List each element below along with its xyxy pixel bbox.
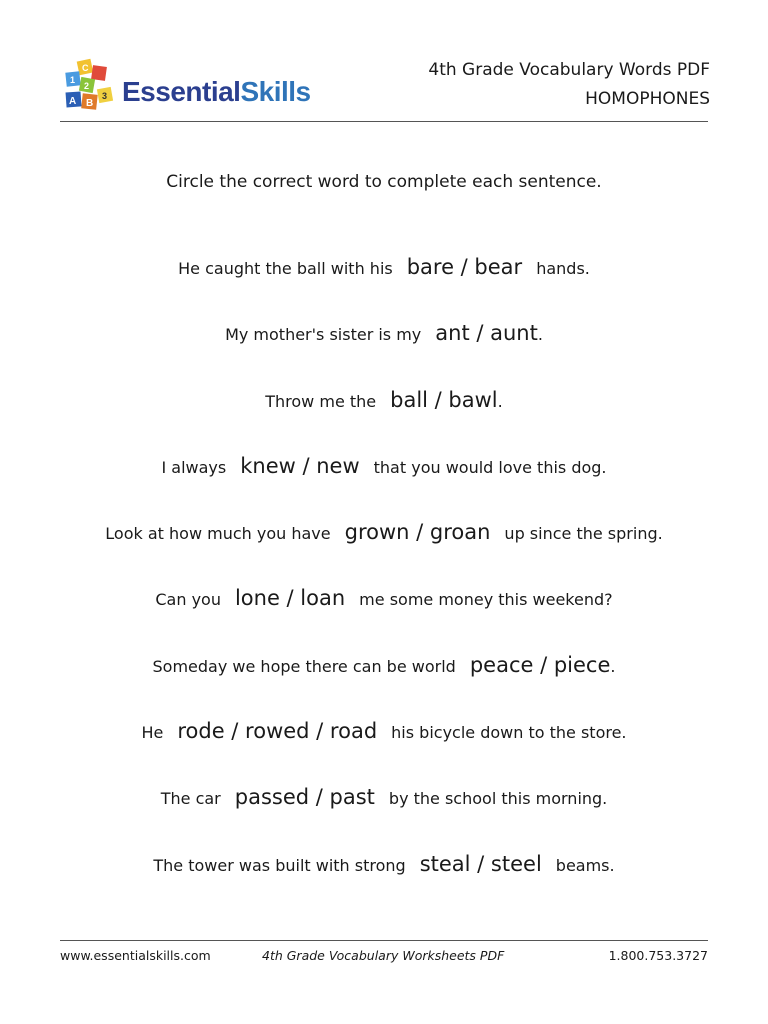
sentence-text-before: The tower was built with strong	[153, 855, 406, 875]
sentence-text-before: Can you	[155, 590, 221, 610]
sentence-text-after: his bicycle down to the store.	[391, 723, 627, 743]
sentence-text-before: The car	[160, 789, 221, 809]
word-choice[interactable]: rode / rowed / road	[177, 719, 378, 744]
word-choice[interactable]: lone / loan	[234, 586, 346, 611]
sentence-text-after: me some money this weekend?	[359, 590, 613, 610]
alphabet-blocks-icon	[62, 58, 120, 114]
header-divider	[60, 121, 708, 122]
page-subtitle: HOMOPHONES	[585, 89, 710, 109]
svg-text:A: A	[69, 96, 77, 107]
sentence-text-before: Someday we hope there can be world	[152, 656, 456, 676]
sentence-text-before: He caught the ball with his	[178, 259, 393, 278]
footer-website-link[interactable]: www.essentialskills.com	[60, 948, 211, 963]
sentence-text-after: up since the spring.	[504, 524, 663, 544]
sentence-text-after: hands.	[536, 259, 590, 278]
word-choice[interactable]: ant / aunt	[435, 321, 538, 346]
sentence-text-after: .	[497, 391, 503, 411]
sentence-4	[0, 454, 768, 520]
sentence-1	[0, 255, 768, 321]
footer-center-title: 4th Grade Vocabulary Worksheets PDF	[262, 948, 505, 963]
word-choice[interactable]: grown / groan	[344, 520, 491, 545]
sentence-text-before: He	[141, 723, 164, 743]
svg-text:2: 2	[84, 81, 90, 91]
word-choice[interactable]: knew / new	[240, 453, 360, 478]
sentence-5	[0, 520, 768, 586]
svg-text:C: C	[82, 63, 89, 73]
sentence-text-before: My mother's sister is my	[225, 325, 422, 345]
sentence-8	[0, 719, 768, 785]
sentence-text-before: I always	[161, 457, 227, 477]
svg-text:1: 1	[70, 75, 76, 85]
essential-skills-logo	[62, 58, 312, 114]
footer-divider	[60, 940, 708, 941]
instructions: Circle the correct word to complete each sentence.	[166, 172, 602, 192]
sentence-7	[0, 653, 768, 719]
sentence-text-before: Throw me the	[265, 391, 377, 411]
word-choice[interactable]: passed / past	[234, 785, 375, 810]
svg-text:3: 3	[102, 91, 108, 101]
word-choice[interactable]: peace / piece	[469, 652, 611, 677]
sentence-text-after: that you would love this dog.	[373, 457, 607, 477]
logo-wordmark	[122, 76, 311, 108]
sentence-text-after: beams.	[555, 855, 615, 875]
sentence-text-after: by the school this morning.	[388, 789, 608, 809]
word-choice[interactable]: bare / bear	[406, 255, 523, 279]
logo-text-essential: Essential	[122, 76, 241, 107]
sentence-list	[0, 255, 768, 918]
sentence-text-after: .	[610, 656, 616, 676]
word-choice[interactable]: steal / steel	[419, 851, 542, 876]
word-choice[interactable]: ball / bawl	[390, 387, 498, 412]
logo-text-skills: Skills	[240, 76, 311, 107]
sentence-text-before: Look at how much you have	[105, 524, 331, 544]
sentence-9	[0, 785, 768, 851]
sentence-6	[0, 586, 768, 652]
footer-phone: 1.800.753.3727	[608, 948, 708, 963]
sentence-10	[0, 852, 768, 918]
page-title: 4th Grade Vocabulary Words PDF	[428, 60, 710, 80]
sentence-3	[0, 388, 768, 454]
svg-text:B: B	[86, 98, 94, 109]
sentence-text-after: .	[537, 325, 543, 345]
sentence-2	[0, 321, 768, 387]
